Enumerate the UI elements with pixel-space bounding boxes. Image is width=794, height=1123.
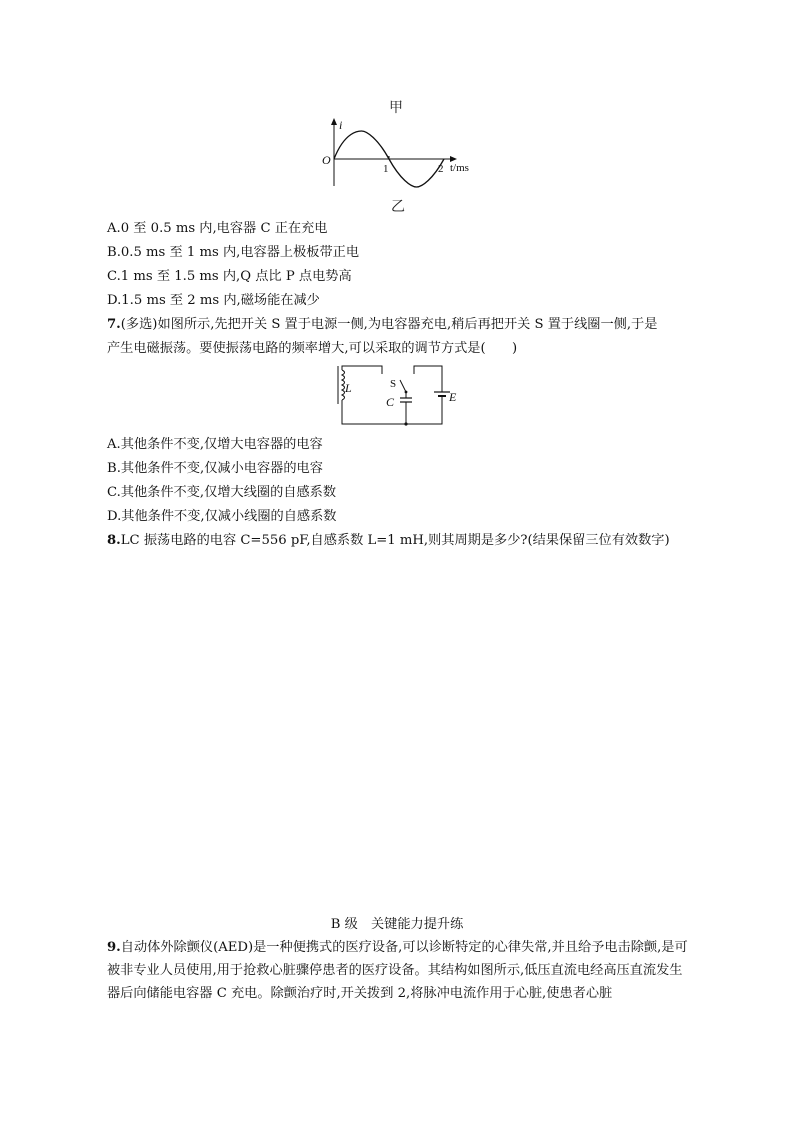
q8-number: 8. [107, 533, 121, 548]
switch-blade [400, 380, 406, 392]
x-axis-label: t/ms [450, 162, 469, 174]
label-S: S [390, 378, 397, 390]
y-axis-label: i [339, 118, 343, 132]
q7-option-b: B.其他条件不变,仅减小电容器的电容 [107, 461, 323, 476]
tick-1-label: 1 [383, 163, 389, 175]
q7-stem-line2: 产生电磁振荡。要使振荡电路的频率增大,可以采取的调节方式是( ) [107, 341, 518, 356]
wire-battery-top [414, 366, 442, 392]
q9-text: 自动体外除颤仪(AED)是一种便携式的医疗设备,可以诊断特定的心律失常,并且给予电击除颤,是可被非专业人员使用,用于抢救心脏骤停患者的医疗设备。其结构如图所示,低压直流电经高压直流发生器后向储能电容器 C 充电。除颤治疗时,开关拨到 2,将脉冲电流作用于心脏,使患者心脏 [107, 940, 688, 1001]
y-axis-arrow [331, 118, 337, 125]
current-time-graph [314, 116, 484, 200]
q8-stem [107, 532, 670, 550]
label-L: L [345, 381, 352, 395]
lc-circuit-diagram [330, 360, 490, 430]
label-E: E [449, 390, 457, 404]
junction-dot [404, 422, 407, 425]
figure-yi-caption: 乙 [391, 199, 405, 215]
q8-text: LC 振荡电路的电容 C=556 pF,自感系数 L=1 mH,则其周期是多少?(结果保留三位有效数字) [120, 533, 670, 548]
section-b-title: B 级 关键能力提升练 [330, 917, 464, 932]
q6-option-c: C.1 ms 至 1.5 ms 内,Q 点比 P 点电势高 [107, 269, 352, 284]
q9-stem [107, 936, 689, 1005]
wire-coil-top [342, 366, 382, 374]
q7-stem-text-1: (多选)如图所示,先把开关 S 置于电源一侧,为电容器充电,稍后再把开关 S 置于线圈一侧,于是 [120, 317, 658, 332]
q7-option-c: C.其他条件不变,仅增大线圈的自感系数 [107, 485, 337, 500]
tick-2-label: 2 [438, 163, 444, 175]
label-C: C [386, 395, 395, 409]
q9-number: 9. [107, 940, 121, 955]
q7-option-a: A.其他条件不变,仅增大电容器的电容 [107, 437, 323, 452]
q7-option-d: D.其他条件不变,仅减小线圈的自感系数 [107, 509, 337, 524]
q7-stem-line1 [107, 316, 657, 334]
q6-option-b: B.0.5 ms 至 1 ms 内,电容器上极板带正电 [107, 245, 360, 260]
figure-jia-caption: 甲 [389, 100, 403, 116]
q7-number: 7. [107, 317, 121, 332]
q6-option-d: D.1.5 ms 至 2 ms 内,磁场能在减少 [107, 293, 320, 308]
origin-label: O [322, 153, 331, 167]
q6-option-a: A.0 至 0.5 ms 内,电容器 C 正在充电 [107, 221, 328, 236]
